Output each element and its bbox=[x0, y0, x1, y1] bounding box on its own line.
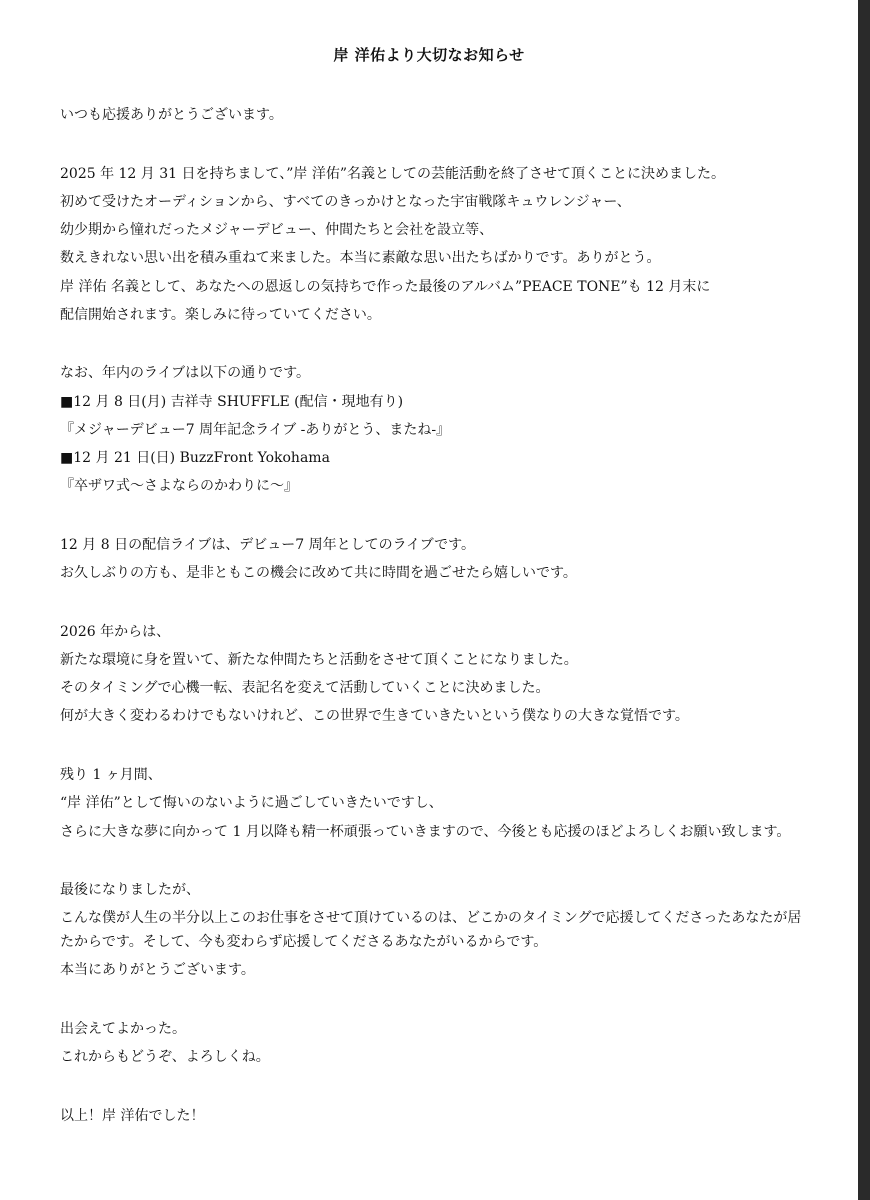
text-line: 数えきれない思い出を積み重ねて来ました。本当に素敵な思い出たちばかりです。ありがとう。 bbox=[60, 250, 661, 267]
paragraph-stream-info bbox=[60, 531, 810, 587]
text-line: 岸 洋佑 名義として、あなたへの恩返しの気持ちで作った最後のアルバム”PEACE TONE”も 12 月末に bbox=[60, 278, 711, 295]
text-line: 幼少期から憧れだったメジャーデビュー、仲間たちと会社を設立等、 bbox=[60, 222, 494, 239]
text-line: 出会えてよかった。 bbox=[60, 1020, 186, 1037]
paragraph-farewell bbox=[60, 1015, 810, 1071]
text-line: 2025 年 12 月 31 日を持ちまして、”岸 洋佑”名義としての芸能活動を終了させて頂くことに決めました。 bbox=[60, 165, 725, 182]
text-line: 新たな環境に身を置いて、新たな仲間たちと活動をさせて頂くことになりました。 bbox=[60, 652, 578, 669]
text-line: そのタイミングで心機一転、表記名を変えて活動していくことに決めました。 bbox=[60, 680, 550, 697]
paragraph-gratitude bbox=[60, 876, 810, 984]
letter-body bbox=[60, 101, 810, 1161]
text-line: 本当にありがとうございます。 bbox=[60, 962, 255, 979]
paragraph-signoff bbox=[60, 1102, 810, 1130]
live-event-title: 『メジャーデビュー7 周年記念ライブ -ありがとう、またね-』 bbox=[60, 421, 451, 438]
text-line: “岸 洋佑”として悔いのないように過ごしていきたいですし、 bbox=[60, 795, 443, 812]
text-line: 最後になりましたが、 bbox=[60, 882, 200, 899]
paragraph-live-schedule bbox=[60, 359, 810, 500]
text-line: これからもどうぞ、よろしくね。 bbox=[60, 1049, 270, 1066]
letter-title: 岸 洋佑より大切なお知らせ bbox=[333, 46, 525, 64]
text-line: お久しぶりの方も、是非ともこの機会に改めて共に時間を過ごせたら嬉しいです。 bbox=[60, 565, 577, 582]
paragraph-greeting bbox=[60, 101, 810, 129]
text-line: 初めて受けたオーディションから、すべてのきっかけとなった宇宙戦隊キュウレンジャー、 bbox=[60, 193, 631, 210]
text-line: 12 月 8 日の配信ライブは、デビュー7 周年としてのライブです。 bbox=[60, 536, 476, 553]
signature-line: 以上！岸 洋佑でした！ bbox=[60, 1107, 205, 1124]
text-line: さらに大きな夢に向かって 1 月以降も精一杯頑張っていきますので、今後とも応援のほどよろしくお願い致します。 bbox=[60, 823, 791, 840]
paragraph-announcement bbox=[60, 160, 810, 329]
text-line: 何が大きく変わるわけでもないけれど、この世界で生きていきたいという僕なりの大きな覚悟です。 bbox=[60, 708, 689, 725]
page-edge-border bbox=[858, 0, 870, 1200]
text-line: いつも応援ありがとうございます。 bbox=[60, 107, 283, 123]
paragraph-future bbox=[60, 618, 810, 731]
live-event-date: ■12 月 8 日(月) 吉祥寺 SHUFFLE (配信・現地有り) bbox=[60, 393, 404, 410]
live-event-title: 『卒ザワ式〜さよならのかわりに〜』 bbox=[60, 478, 298, 495]
text-line: 2026 年からは、 bbox=[60, 623, 171, 640]
live-event-date: ■12 月 21 日(日) BuzzFront Yokohama bbox=[60, 450, 330, 467]
text-line: こんな僕が人生の半分以上このお仕事をさせて頂けているのは、どこかのタイミングで応援してくださったあなたが居たからです。そして、今も変わらず応援してくださるあなたがいるからです。 bbox=[60, 910, 802, 951]
text-line: なお、年内のライブは以下の通りです。 bbox=[60, 365, 311, 382]
paragraph-remaining-month bbox=[60, 761, 810, 845]
text-line: 配信開始されます。楽しみに待っていてください。 bbox=[60, 306, 381, 323]
text-line: 残り 1 ヶ月間、 bbox=[60, 767, 162, 784]
